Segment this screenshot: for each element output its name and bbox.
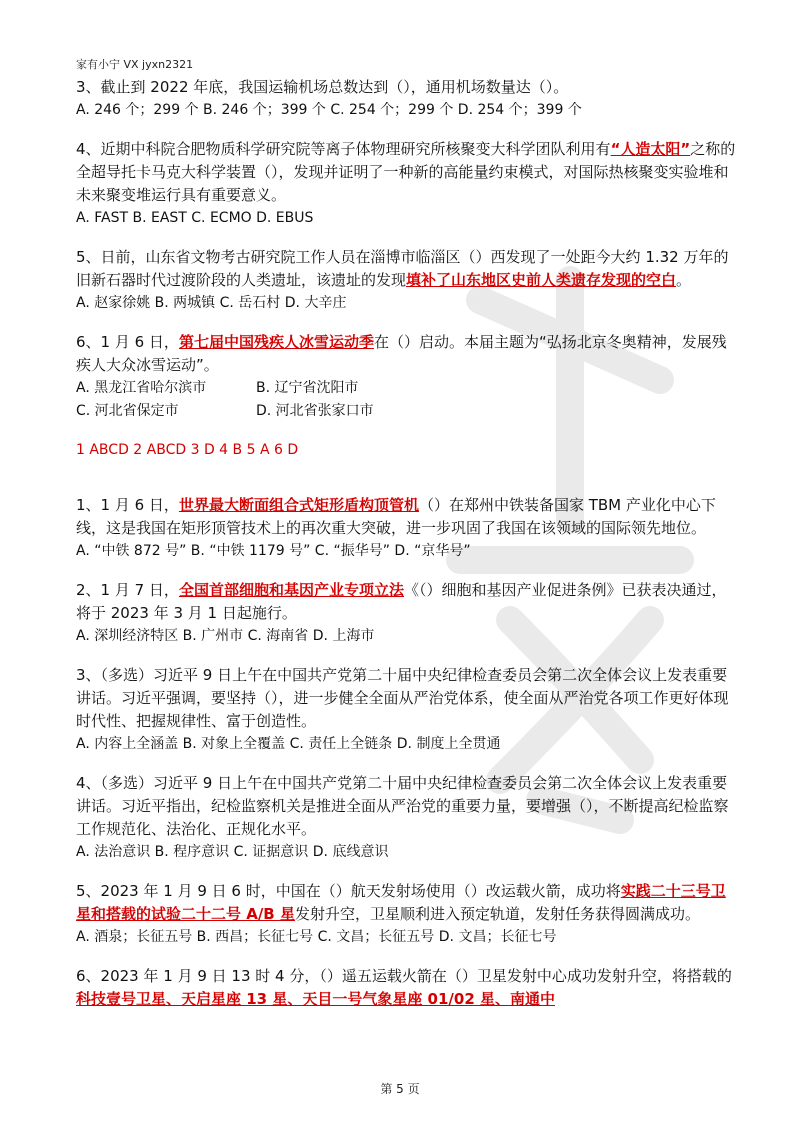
highlight-text: 第七届中国残疾人冰雪运动季 bbox=[178, 333, 374, 351]
question-block bbox=[76, 494, 736, 563]
question-stem: 6、2023 年 1 月 9 日 13 时 4 分，（）遥五运载火箭在（）卫星发射中心成功发射升空，将搭载的科技壹号卫星、天启星座 13 星、天目一号气象星座 01/02 星、南通中 bbox=[76, 967, 732, 1008]
highlight-text: 实践二十三号卫星和搭载的试验二十二号 A/B 星 bbox=[76, 882, 726, 923]
highlight-text: 全国首部细胞和基因产业专项立法 bbox=[178, 581, 404, 599]
question-block bbox=[76, 138, 736, 230]
option-d: D. 河北省张家口市 bbox=[256, 403, 374, 419]
question-options: A. 赵家徐姚 B. 两城镇 C. 岳石村 D. 大辛庄 bbox=[76, 295, 347, 311]
question-options: A. “中铁 872 号” B. “中铁 1179 号” C. “振华号” D. “京华号” bbox=[76, 543, 471, 559]
highlight-text: “人造太阳” bbox=[610, 140, 691, 158]
question-stem: 4、（多选）习近平 9 日上午在中国共产党第二十届中央纪律检查委员会第二次全体会议上发表重要讲话。习近平指出，纪检监察机关是推进全面从严治党的重要力量，要增强（），不断提高纪检监察工作规范化、法治化、正规化水平。 bbox=[76, 774, 729, 838]
question-options: A. FAST B. EAST C. ECMO D. EBUS bbox=[76, 210, 314, 226]
question-block bbox=[76, 664, 736, 756]
question-stem: 1、1 月 6 日，世界最大断面组合式矩形盾构顶管机（）在郑州中铁装备国家 TBM 产业化中心下线，这是我国在矩形顶管技术上的再次重大突破，进一步巩固了我国在该领域的国际领先地位。 bbox=[76, 496, 716, 537]
highlight-text: 世界最大断面组合式矩形盾构顶管机 bbox=[178, 496, 419, 514]
question-options: A. 酒泉；长征五号 B. 西昌；长征七号 C. 文昌；长征五号 D. 文昌；长征七号 bbox=[76, 929, 557, 945]
question-stem: 3、截止到 2022 年底，我国运输机场总数达到（），通用机场数量达（）。 bbox=[76, 78, 569, 96]
option-b: B. 辽宁省沈阳市 bbox=[256, 380, 359, 396]
highlight-text: 填补了山东地区史前人类遗存发现的空白 bbox=[406, 271, 677, 289]
question-block bbox=[76, 331, 736, 423]
question-options: A. 法治意识 B. 程序意识 C. 证据意识 D. 底线意识 bbox=[76, 844, 389, 860]
question-options bbox=[76, 377, 736, 423]
question-stem: 5、2023 年 1 月 9 日 6 时，中国在（）航天发射场使用（）改运载火箭，成功将实践二十三号卫星和搭载的试验二十二号 A/B 星发射升空，卫星顺利进入预定轨道，发射任务获得圆满成功。 bbox=[76, 882, 726, 923]
page-content bbox=[76, 76, 736, 1011]
question-stem: 6、1 月 6 日，第七届中国残疾人冰雪运动季在（）启动。本届主题为“弘扬北京冬奥精神，发展残疾人大众冰雪运动”。 bbox=[76, 333, 727, 374]
question-options: A. 内容上全涵盖 B. 对象上全覆盖 C. 责任上全链条 D. 制度上全贯通 bbox=[76, 736, 501, 752]
question-stem: 4、近期中科院合肥物质科学研究院等离子体物理研究所核聚变大科学团队利用有“人造太阳”之称的全超导托卡马克大科学装置（），发现并证明了一种新的高能量约束模式，对国际热核聚变实验堆和未来聚变堆运行具有重要意义。 bbox=[76, 140, 736, 204]
question-stem: 2、1 月 7 日，全国首部细胞和基因产业专项立法《（）细胞和基因产业促进条例》已获表决通过，将于 2023 年 3 月 1 日起施行。 bbox=[76, 581, 727, 622]
question-block bbox=[76, 246, 736, 315]
question-stem: 3、（多选）习近平 9 日上午在中国共产党第二十届中央纪律检查委员会第二次全体会议上发表重要讲话。习近平强调，要坚持（），进一步健全全面从严治党体系，使全面从严治党各项工作更好体现时代性、把握规律性、富于创造性。 bbox=[76, 666, 729, 730]
page-header: 家有小宁 VX jyxn2321 bbox=[76, 58, 194, 71]
question-block bbox=[76, 772, 736, 864]
question-block bbox=[76, 579, 736, 648]
question-stem: 5、日前，山东省文物考古研究院工作人员在淄博市临淄区（）西发现了一处距今大约 1.32 万年的旧新石器时代过渡阶段的人类遗址，该遗址的发现填补了山东地区史前人类遗存发现的空白。 bbox=[76, 248, 729, 289]
question-options: A. 深圳经济特区 B. 广州市 C. 海南省 D. 上海市 bbox=[76, 628, 375, 644]
highlight-text: 科技壹号卫星、天启星座 13 星、天目一号气象星座 01/02 星、南通中 bbox=[76, 990, 555, 1008]
answer-key: 1 ABCD 2 ABCD 3 D 4 B 5 A 6 D bbox=[76, 442, 299, 458]
option-c: C. 河北省保定市 bbox=[76, 403, 179, 419]
question-block bbox=[76, 880, 736, 949]
question-options: A. 246 个；299 个 B. 246 个；399 个 C. 254 个；299 个 D. 254 个；399 个 bbox=[76, 102, 582, 118]
page-number: 第 5 页 bbox=[380, 1082, 420, 1096]
option-a: A. 黑龙江省哈尔滨市 bbox=[76, 380, 207, 396]
question-block bbox=[76, 965, 736, 1011]
question-block bbox=[76, 76, 736, 122]
